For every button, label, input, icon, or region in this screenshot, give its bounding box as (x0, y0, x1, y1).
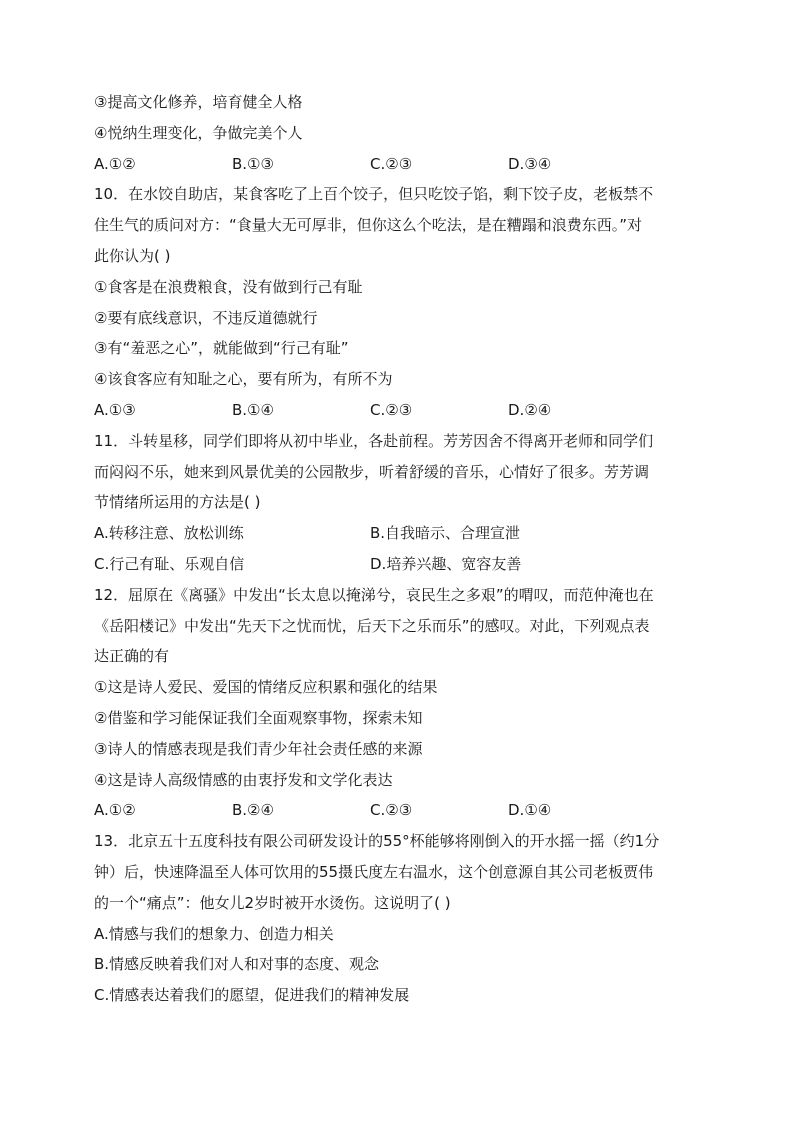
answer-option: A.①② (94, 801, 136, 820)
text-line: 11．斗转星移，同学们即将从初中毕业，各赴前程。芳芳因舍不得离开老师和同学们 (94, 431, 654, 450)
answer-option: B.自我暗示、合理宣泄 (370, 524, 521, 543)
answer-options-row (94, 800, 706, 831)
answer-option: A.转移注意、放松训练 (94, 524, 244, 543)
answer-option: A.①② (94, 154, 136, 173)
text-line: 10．在水饺自助店，某食客吃了上百个饺子，但只吃饺子馅，剩下饺子皮，老板禁不 (94, 185, 654, 204)
answer-option: A.①③ (94, 400, 136, 419)
answer-option: B.②④ (232, 801, 274, 820)
text-line: 而闷闷不乐，她来到风景优美的公园散步，听着舒缓的音乐，心情好了很多。芳芳调 (94, 462, 650, 481)
answer-options-row (94, 400, 706, 431)
answer-option: D.①④ (508, 801, 552, 820)
text-line: ④悦纳生理变化，争做完美个人 (94, 123, 303, 142)
text-line: 12．屈原在《离骚》中发出“长太息以掩涕兮，哀民生之多艰”的喟叹，而范仲淹也在 (94, 585, 654, 604)
text-line: 钟）后，快速降温至人体可饮用的55摄氏度左右温水，这个创意源自其公司老板贾伟 (94, 862, 654, 881)
answer-option: C.②③ (370, 801, 413, 820)
text-line: 13．北京五十五度科技有限公司研发设计的55°杯能够将刚倒入的开水摇一摇（约1分 (94, 832, 660, 851)
text-line: ②要有底线意识，不违反道德就行 (94, 308, 318, 327)
answer-option: D.②④ (508, 400, 552, 419)
text-line: ④该食客应有知耻之心，要有所为，有所不为 (94, 370, 393, 389)
text-line: ①食客是在浪费粮食，没有做到行己有耻 (94, 277, 363, 296)
text-line: ③诗人的情感表现是我们青少年社会责任感的来源 (94, 739, 423, 758)
text-line: 的一个“痛点”：他女儿2岁时被开水烫伤。这说明了( ) (94, 893, 451, 912)
text-line: 此你认为( ) (94, 246, 171, 265)
text-line: B.情感反映着我们对人和对事的态度、观念 (94, 955, 380, 974)
answer-options-row (94, 154, 706, 185)
document-page (94, 92, 706, 1016)
text-line: 节情绪所运用的方法是( ) (94, 493, 261, 512)
answer-options-row (94, 554, 706, 585)
text-line: ④这是诗人高级情感的由衷抒发和文学化表达 (94, 770, 393, 789)
answer-option: D.③④ (508, 154, 552, 173)
answer-option: D.培养兴趣、宽容友善 (370, 554, 522, 573)
answer-option: B.①④ (232, 400, 274, 419)
text-line: A.情感与我们的想象力、创造力相关 (94, 924, 334, 943)
answer-option: C.②③ (370, 154, 413, 173)
text-line: ①这是诗人爱民、爱国的情绪反应积累和强化的结果 (94, 678, 438, 697)
text-line: 达正确的有 (94, 647, 170, 666)
answer-option: C.行己有耻、乐观自信 (94, 554, 245, 573)
text-line: 《岳阳楼记》中发出“先天下之忧而忧，后天下之乐而乐”的感叹。对此，下列观点表 (94, 616, 650, 635)
text-line: ③提高文化修养，培育健全人格 (94, 93, 303, 111)
text-line: ③有“羞恶之心”，就能做到“行己有耻” (94, 339, 349, 358)
answer-options-row (94, 523, 706, 554)
text-line: ②借鉴和学习能保证我们全面观察事物，探索未知 (94, 708, 423, 727)
answer-option: C.②③ (370, 400, 413, 419)
text-line: 住生气的质问对方：“食量大无可厚非，但你这么个吃法，是在糟蹋和浪费东西。”对 (94, 216, 643, 235)
text-line: C.情感表达着我们的愿望，促进我们的精神发展 (94, 986, 410, 1005)
answer-option: B.①③ (232, 154, 274, 173)
